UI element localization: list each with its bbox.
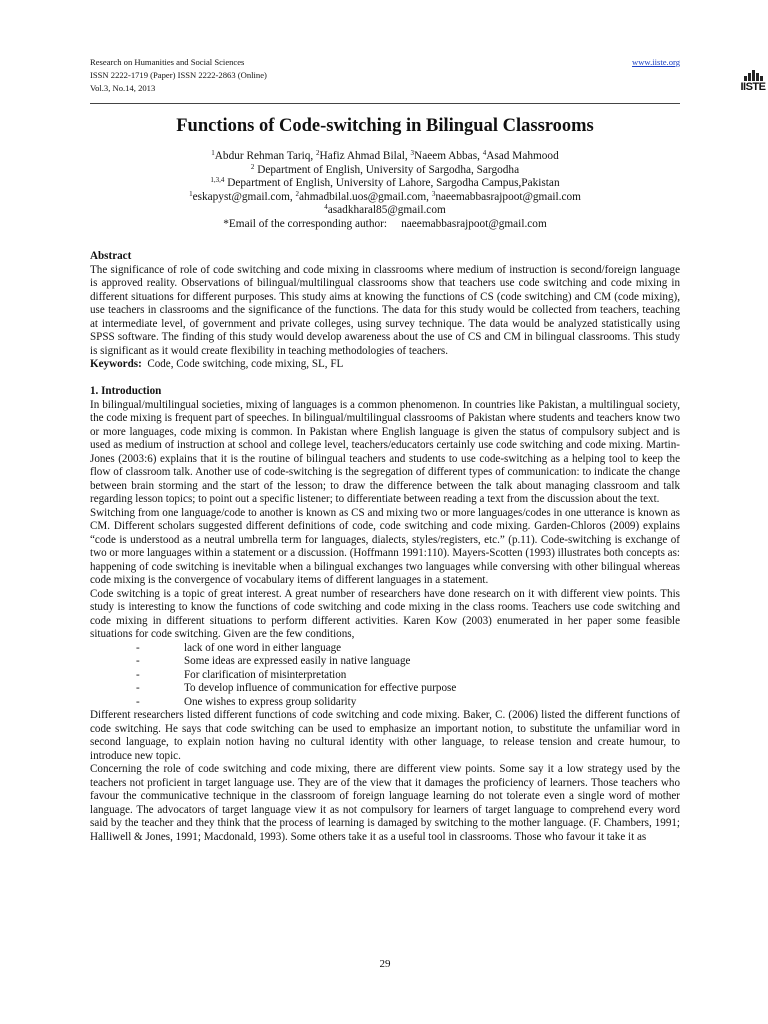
keywords-line: Keywords: Code, Code switching, code mixing, SL, FL	[90, 358, 344, 370]
volume-line: Vol.3, No.14, 2013	[90, 83, 156, 93]
intro-paragraph-3: Code switching is a topic of great interest. A great number of researchers have done research on it with different view points. This study is interesting to know the functions of code switching and code mixing in the class rooms. Teachers use code switching and code mixing in different situations to perform different activities. Karen Kow (2003) enumerated in her paper some feasible situations for code switching. Given are the few conditions,	[90, 587, 680, 640]
author-emails: $^1$eskapyst@gmail.com, $^2$ahmadbilal.uos@gmail.com, $^3$naeemabbasrajpoot@gmail.com	[189, 189, 581, 203]
author-names: $^1$Abdur Rehman Tariq, $^2$Hafiz Ahmad Bilal, $^3$Naeem Abbas, $^4$Asad Mahmood	[211, 149, 559, 162]
intro-paragraph-4: Different researchers listed different functions of code switching and code mixing. Baker, C. (2006) listed the different functions of code switching. He says that code switching can be used to emphasize an important notion, to substitute the unfamiliar word in second language, to explain notion having no cultural identity with other language, to release tension and create humour, to introduce new topic.	[90, 709, 680, 762]
author-block	[90, 150, 680, 232]
abstract-text: The significance of role of code switching and code mixing in classrooms where medium of instruction is second/foreign language is approved reality. Observations of bilingual/multilingual classrooms show that teachers use code switching and code mixing in different situations for different purposes. This study aims at knowing the functions of CS (code switching) and CM (code mixing), use teachers in classrooms and the significance of the functions. The data for this study would be collected from teachers, teaching at intermediate level, of government and private colleges, using survey technique. The data would be analyzed statistically using SPSS software. The finding of this study would develop awareness about the use of CS and CM in bilingual classrooms. This study is significant as it would create flexibility in teaching methodologies of teachers.	[90, 263, 680, 357]
list-item: - One wishes to express group solidarity	[136, 695, 357, 708]
paper-title: Functions of Code-switching in Bilingual Classrooms	[176, 116, 594, 136]
list-item: - For clarification of misinterpretation	[136, 668, 347, 681]
logo-text: IISTE	[740, 81, 766, 93]
intro-paragraph-5: Concerning the role of code switching and code mixing, there are different view points. Some say it a low strategy used by the teachers not proficient in target language use. They are of the view that it damages the proficiency of learners. Those teachers who favour the communicative technique in the classroom of foreign language learning do not tolerate even a single word of mother language. The advocators of target language view it as not compulsory for learners of target language to comprehend every word said by the teacher and they think that the process of learning is damaged by switching to the mother language. (F. Chambers, 1991; Halliwell & Jones, 1991; Macdonald, 1993). Some others take it as a useful tool in classrooms. Those who favour it take it as	[90, 763, 680, 843]
page-number: 29	[379, 958, 391, 970]
author-email-4: $^4$asadkharal85@gmail.com	[324, 203, 446, 217]
list-item: - lack of one word in either language	[136, 641, 342, 654]
corresponding-author: *Email of the corresponding author: naeemabbasrajpoot@gmail.com	[223, 217, 547, 230]
intro-paragraph-2: Switching from one language/code to another is known as CS and mixing two or more languages/codes in one utterance is known as CM. Different scholars suggested different definitions of code, code switching and code mixing. Garden-Chloros (2009) explains “code is understood as a neutral umbrella term for languages, dialects, styles/registers, etc.” (p.11). Code-switching is exchange of two or more languages within a statement or a discussion. (Hoffmann 1991:110). Mayers-Scotten (1993) illustrates both concepts as: happening of code switching is inevitable when a bilingual exchanges two languages while conversing with other bilingual whereas code mixing is the convergence of vocabulary items of different languages in a statement.	[90, 506, 680, 586]
conditions-list	[90, 642, 680, 710]
issn-line: ISSN 2222-1719 (Paper) ISSN 2222-2863 (Online)	[90, 70, 267, 80]
intro-paragraph-1: In bilingual/multilingual societies, mixing of languages is a common phenomenon. In countries like Pakistan, a multilingual society, the code mixing is frequent part of speeches. In bilingual/multilingual classrooms of Pakistan where students and teachers know two or more languages, code mixing is common. In Pakistan where English language is given the status of compulsory subject and is used as medium of instruction at school and college level, teachers/educators certainly use code switching and code mixing. Martin-Jones (2003:6) explains that it is the routine of bilingual teachers and students to use code-switching as a helping tool to keep the flow of classroom talk. Another use of code-switching is the segregation of different types of communication: to indicate the change between brain storming and the start of the lesson; to draw the difference between the talk about managing classroom and talk regarding lesson topics; to point out a specific listener; to differentiate between reading a text from the discussion about the text.	[90, 398, 680, 505]
journal-name: Research on Humanities and Social Sciences	[90, 57, 245, 67]
iiste-logo	[740, 70, 766, 98]
paper-body	[90, 250, 680, 844]
logo-bars-icon	[740, 70, 766, 81]
journal-url-link[interactable]: www.iiste.org	[632, 57, 680, 67]
list-item: - To develop influence of communication for effective purpose	[136, 682, 457, 694]
affiliation-sargodha: $^2$ Department of English, University of Sargodha, Sargodha	[250, 162, 520, 176]
running-header	[90, 56, 680, 95]
abstract-heading: Abstract	[90, 250, 132, 262]
affiliation-lahore: $^{1,3,4}$ Department of English, University of Lahore, Sargodha Campus,Pakistan	[210, 176, 560, 190]
introduction-heading: 1. Introduction	[90, 385, 162, 397]
list-item: - Some ideas are expressed easily in native language	[136, 655, 411, 667]
header-divider	[90, 103, 680, 104]
